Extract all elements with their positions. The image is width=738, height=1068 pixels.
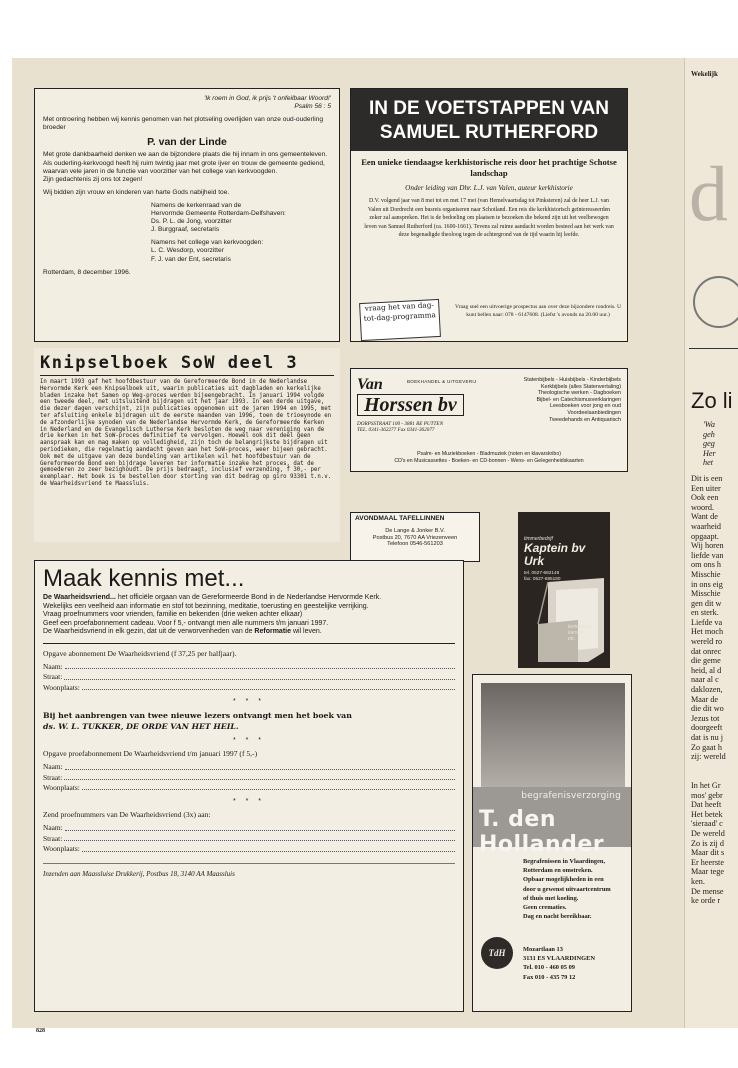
form-proef-title: Opgave proefabonnement De Waarheidsvriend t/m januari 1997 (f 5,-) (43, 749, 258, 759)
right-page-line: mos' gebr (691, 790, 723, 800)
van-horssen-products: Statenbijbels - Huisbijbels - Kinderbijbels Kerkbijbels (alles Statenvertaling) Theologische werken - Dagboeken Bijbel- en Catechismusverklaringen Leesboeken voor jong en oud Voordeelaanbiedingen Tweedehands en Antiquarisch (523, 377, 621, 423)
van-horssen-ad (350, 368, 628, 472)
maak-kennis-footer: Inzenden aan Maassluise Drukkerij, Postbus 18, 3140 AA Maassluis (43, 863, 455, 878)
right-page-line: Liefde va (691, 617, 723, 627)
form3-woonplaats[interactable]: Woonplaats: (43, 844, 455, 854)
right-page-line: Misschie (691, 569, 721, 579)
page-number: 828 (36, 1028, 45, 1034)
right-page-line: Er heerste (691, 857, 724, 867)
right-page-heading: Zo li (691, 388, 733, 413)
right-page-line: gen dit w (691, 598, 722, 608)
right-page-line: Zo gaat h (691, 742, 722, 752)
right-page-italic-line: geh (703, 429, 715, 439)
right-page-line: ke orde r (691, 896, 721, 906)
right-page-line: en sterk. (691, 608, 719, 618)
van-horssen-address: DORPSSTRAAT 100 - 3881 BE PUTTEN TEL. 0341-362277 Fax 0341-362077 (357, 421, 444, 434)
right-page-line: Misschie (691, 589, 721, 599)
book-offer: Bij het aanbrengen van twee nieuwe lezers ontvangt men het boek van ds. W. L. TUKKER, DE ORDE VAN HET HEIL. (43, 711, 352, 732)
right-page-big-letter: d (689, 150, 728, 237)
avondmaal-details: De Lange & Jonker B.V. Postbus 20, 7670 AA Vriezenveen Telefoon 0546-561203 (372, 527, 458, 548)
rutherford-leiding: Onder leiding van Dhr. L.J. van Valen, auteur kerkhistorie (405, 184, 573, 192)
knipselboek-text: In maart 1993 gaf het hoofdbestuur van de Gereformeerde Bond in de Nederlandse Hervormde Kerk een Knipselboek uit, waarin publicaties uit dagbladen en kerkelijke bladen inzake het Samen op Weg-proces werden bijeengebracht. In januari 1994 volgde een tweede deel, met uitsluitend bijdragen uit het jaar 1993. In een derde uitgave, die dezer dagen verschijnt, zijn publicaties opgenomen uit de jaren 1994 en 1995, met ter afsluiting enkele bijdragen uit de eerste maanden van 1996, toen de trioeynode en de afzonderlijke synoden van de Nederlandse Hervormde Kerk, de Gereformeerde Kerken in Nederland en de Evangelisch Lutherse Kerk besloten de weg naar vereniging van de drie kerken in het SoW-proces definitief te vervolgen. Hoewel ook dit deel geen aanspraak kan en mag maken op volledigheid, zijn toch de belangrijkste bijdragen uit periodieken, die regelmatig aandacht geven aan het SoW-proces, weer bijeen gebracht. Ook met de uitgave van deze bundeling van artikelen wil het hoofdbestuur van de Gereformeerde Bond een bijdrage leveren ter informatie inzake het proces, dat de gemoederen zo zeer bezighoudt. De prijs bedraagt, inclusief verzending, f 30,- per exemplaar. Het boek is te bestellen door storting van dit bedrag op giro 93301 t.n.v. de Waarheidsvriend te Maassluis. (40, 379, 332, 487)
kaptein-name: Kaptein bv Urk (524, 541, 586, 568)
den-hollander-ad (472, 674, 632, 1012)
separator-stars: * * * (232, 698, 266, 706)
knipselboek-article (34, 348, 340, 542)
right-page-column (691, 420, 738, 906)
memoriam-signature-kerkenraad: Namens de kerkenraad van de Hervormde Gemeente Rotterdam-Delfshaven: Ds. P. L. de Jong, voorzitter J. Burggraaf, secretaris (151, 201, 286, 234)
rutherford-banner: IN DE VOETSTAPPEN VAN SAMUEL RUTHERFORD (351, 89, 627, 151)
right-page-line: Wij horen (691, 541, 724, 551)
kaptein-ad (518, 512, 610, 668)
right-page-line: naar al c (691, 675, 719, 685)
right-page-line: Een uiter (691, 483, 721, 493)
form2-woonplaats[interactable]: Woonplaats: (43, 783, 455, 793)
memoriam-quote: 'Ik roem in God, ik prijs 't onfeilbaar Woord!' Psalm 56 : 5 (204, 95, 331, 111)
right-page-line: Maar tege (691, 867, 724, 877)
right-page-line: heid, al d (691, 665, 722, 675)
right-page-line: zij: wereld (691, 752, 726, 762)
right-page-line: Want de (691, 512, 718, 522)
hollander-subtitle: begrafenisverzorging (521, 791, 621, 801)
right-page-line: De wereld (691, 828, 725, 838)
right-page-line: Dit is een (691, 473, 723, 483)
rutherford-body: D.V. volgend jaar van 8 mei tot en met 17 mei (van Hemelvaartsdag tot Pinksteren) zal de heer L.J. van Valen uit Dordrecht een busreis organiseren naar Schotland. Een reis die kerkhistorisch geïnteresseerden zeker zal aanspreken. Het is de bedoeling om plaatsen te bezoeken die bekend zijn uit het veelbewogen leven van Samuel Rutherford (ca. 1600-1661). Tevens zal ruime aandacht worden besteed aan het werk van deze begenadigde theoloog tegen de achtergrond van de tijd waarin hij leefde. (364, 198, 614, 239)
form1-woonplaats[interactable]: Woonplaats: (43, 683, 455, 693)
form2-naam[interactable]: Naam: (43, 762, 455, 772)
right-page-line: Maar de (691, 694, 719, 704)
kaptein-type: timmerbedrijf (524, 536, 553, 542)
right-page-line: ken. (691, 876, 705, 886)
right-page-line: Jezus tot (691, 713, 720, 723)
hollander-address: Mozartlaan 13 3131 ES VLAARDINGEN Tel. 010 - 460 05 09 Fax 010 - 435 79 12 (523, 946, 595, 981)
right-page-italic-line: Her (703, 448, 716, 458)
form1-naam[interactable]: Naam: (43, 662, 455, 672)
right-page-line (691, 771, 738, 781)
rutherford-vraag-label: vraag het van dag-tot-dag-programma (359, 299, 441, 341)
hollander-name: T. den Hollander (479, 807, 605, 857)
right-page-line: die dit wo (691, 704, 724, 714)
right-page-italic-line: 'Wa (703, 420, 715, 429)
right-page-italic-line: geg (703, 439, 715, 449)
right-page-line: in ons eig (691, 579, 723, 589)
separator-stars: * * * (232, 798, 266, 806)
right-page-line: liefde van (691, 550, 724, 560)
right-page-line: wereld ro (691, 637, 723, 647)
right-page-line (691, 762, 738, 772)
form3-naam[interactable]: Naam: (43, 823, 455, 833)
right-page-line: Maar dit s (691, 848, 725, 858)
maak-kennis-title: Maak kennis met... (43, 565, 245, 592)
right-page-line: daklozen, (691, 685, 723, 695)
rutherford-subtitle: Een unieke tiendaagse kerkhistorische reis door het prachtige Schotse landschap (361, 157, 617, 178)
hollander-seal-logo: TdH (481, 937, 513, 969)
memoriam-text: Met grote dankbaarheid denken we aan de bijzondere plaats die hij innam in ons gemeenteleven. Als ouderling-kerkvoogd heeft hij ruim twintig jaar met grote ijver en trouw de gemeente gediend, waarvan vele jaren in de functie van voorzitter van het college van kerkvoogden. Zijn gedachtenis zij ons tot zegen! (43, 151, 328, 183)
memoriam-signature-kerkvoogden: Namens het college van kerkvoogden: L. C. Wesdorp, voorzitter F. J. van der Ent, secretaris (151, 239, 264, 263)
right-page-line: die geme (691, 656, 721, 666)
right-page-line: doorgeeft (691, 723, 723, 733)
right-page-line: woord. (691, 502, 714, 512)
maak-kennis-intro: De Waarheidsvriend... het officiële orgaan van de Gereformeerde Bond in de Nederlandse Hervormde Kerk. Wekelijks een veelheid aan informatie en stof tot bezinning, meditatie, toerusting en geestelijke verrijking. Vraag proefnummers voor vrienden, familie en bekenden (drie weken achter elkaar) Geef een proefabonnement cadeau. Voor f 5,- ontvangt men alle nummers t/m januari 1997. De Waarheidsvriend in elk gezin, dat uit de verworvenheden van de Reformatie wil leven. (43, 594, 382, 636)
right-page-line: waarheid (691, 521, 722, 531)
kaptein-products: kerkbanken kansel etc. (568, 624, 594, 642)
right-page-line: om ons h (691, 560, 722, 570)
right-page-line: dat onrec (691, 646, 722, 656)
right-page-line: De mense (691, 886, 724, 896)
right-page-line: opgaapt. (691, 531, 719, 541)
memoriam-prayer: Wij bidden zijn vrouw en kinderen van harte Gods nabijheid toe. (43, 188, 230, 196)
right-page-line: dat is nu j (691, 733, 724, 742)
right-page-line: Het betek (691, 809, 723, 819)
van-horssen-tagline: BOEKHANDEL & UITGEVERIJ (407, 379, 477, 384)
form1-straat[interactable]: Straat: (43, 672, 455, 682)
avondmaal-ad (350, 512, 480, 562)
memoriam-place-date: Rotterdam, 8 december 1996. (43, 268, 131, 276)
right-page-line: Ook een (691, 493, 719, 503)
rutherford-ad (350, 88, 628, 342)
van-horssen-extra: Psalm- en Muziekboeken - Bladmuziek (noten en klavarskribo) CD's en Musicassettes - Boeken- en CD-bonnen - Wens- en Gelegenheidskaarten (394, 451, 584, 464)
hollander-info: Begrafenissen in Vlaardingen, Rotterdam en omstreken. Opbaar mogelijkheden in een door u gewenst uitvaartcentrum of thuis met koeling. Geen crematies. Dag en nacht bereikbaar. (523, 858, 611, 921)
form-abonnement-title: Opgave abonnement De Waarheidsvriend (f 37,25 per halfjaar). (43, 648, 237, 658)
right-page-line: In het Gr (691, 780, 721, 790)
hollander-photo (481, 683, 625, 789)
knipselboek-title: Knipselboek SoW deel 3 (40, 352, 334, 376)
kaptein-contact: tel. 0527-682148 fax: 0527-685180 (524, 570, 561, 581)
van-horssen-logo: Van Horssen bv (357, 377, 487, 416)
separator-stars: * * * (232, 737, 266, 745)
form-proefnummers-title: Zend proefnummers van De Waarheidsvriend (3x) aan: (43, 810, 211, 820)
right-page-italic-line: het (703, 458, 714, 468)
emblem-icon (693, 276, 738, 328)
memoriam-intro: Met ontroering hebben wij kennis genomen van het plotseling overlijden van onze oud-ouderling broeder (43, 116, 324, 132)
memoriam-notice (34, 88, 340, 342)
form2-straat[interactable]: Straat: (43, 773, 455, 783)
avondmaal-title: AVONDMAAL TAFELLINNEN (355, 515, 445, 522)
right-page-line: Het moch (691, 627, 724, 637)
memoriam-name: P. van der Linde (147, 136, 227, 149)
right-page-line: 'sieraad' c (691, 819, 723, 829)
right-page-line: Zo is zij d (691, 838, 724, 848)
rutherford-prospectus: Vraag snel een uitvoerige prospectus aan over deze bijzondere rondreis. U kunt bellen naar: 078 - 6147608. (Liefst 's avonds na 20.00 uur.) (454, 304, 621, 319)
right-page-line: Dat heeft (691, 800, 722, 810)
maak-kennis-form (34, 560, 464, 1012)
right-page (684, 58, 738, 1028)
form3-straat[interactable]: Straat: (43, 834, 455, 844)
right-page-header: Wekelijk (691, 70, 718, 78)
